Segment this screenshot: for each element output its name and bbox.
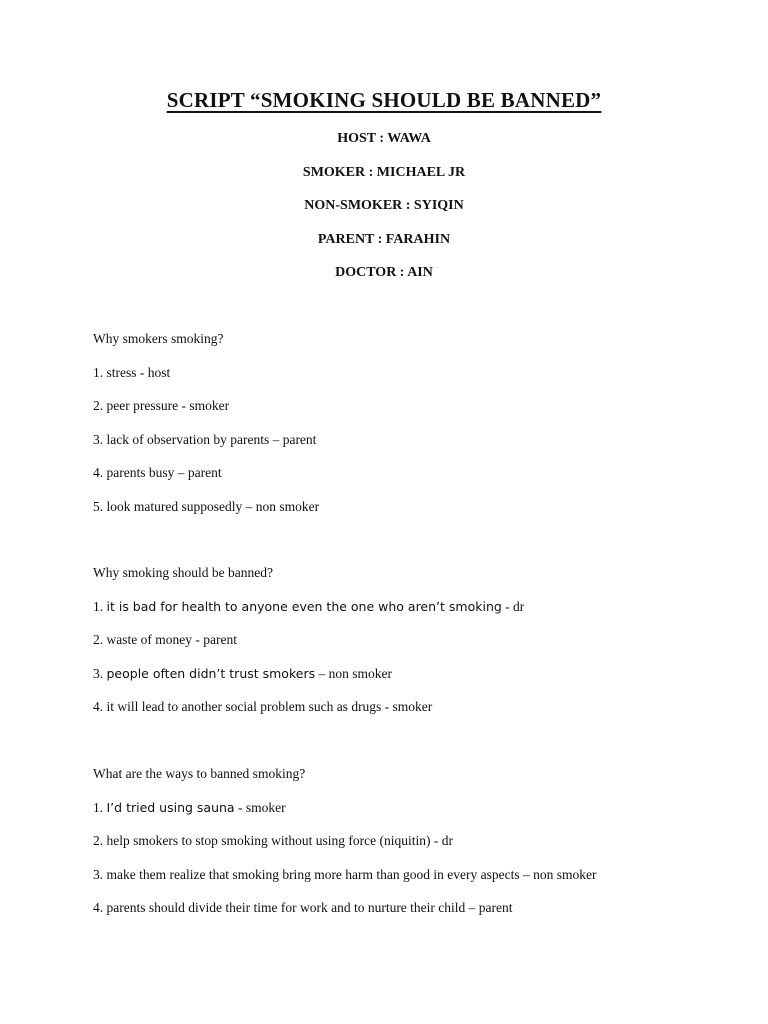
cast-smoker: SMOKER : MICHAEL JR	[302, 164, 466, 180]
cast-list	[0, 129, 768, 297]
item-text: – non smoker	[315, 665, 392, 681]
item-number: 1.	[93, 598, 107, 614]
list-item	[93, 363, 733, 397]
list-item	[93, 430, 733, 464]
item-text: - smoker	[234, 799, 286, 815]
item-number: 1.	[93, 799, 107, 815]
item-text: stress - host	[106, 364, 171, 380]
document-title-text: SCRIPT “SMOKING SHOULD BE BANNED”	[166, 88, 602, 112]
item-number: 4.	[93, 900, 107, 915]
item-number: 1.	[93, 364, 107, 380]
document-title	[0, 88, 768, 113]
section-question: What are the ways to banned smoking?	[93, 766, 306, 781]
cast-doctor: DOCTOR : AIN	[335, 265, 433, 280]
list-item	[93, 664, 733, 698]
list-item	[93, 798, 733, 832]
item-number: 3.	[93, 866, 107, 882]
list-item	[93, 831, 733, 865]
list-item	[93, 463, 733, 497]
list-item	[93, 697, 733, 731]
item-number: 4.	[93, 465, 107, 480]
item-number: 5.	[93, 498, 107, 514]
item-number: 2.	[93, 833, 107, 848]
item-text-sans: it is bad for health to anyone even the one who aren’t smoking	[106, 598, 502, 614]
cast-non-smoker: NON-SMOKER : SYIQIN	[304, 198, 464, 213]
list-item	[93, 396, 733, 430]
list-item	[93, 630, 733, 664]
section-question: Why smoking should be banned?	[93, 565, 273, 580]
item-text: make them realize that smoking bring more harm than good in every aspects – non smoker	[106, 866, 597, 882]
list-item	[93, 865, 733, 899]
section-question: Why smokers smoking?	[93, 331, 224, 346]
list-item	[93, 898, 733, 932]
item-text: look matured supposedly – non smoker	[106, 498, 320, 514]
cast-host: HOST : WAWA	[337, 131, 431, 146]
item-number: 2.	[93, 632, 107, 647]
item-text: help smokers to stop smoking without using force (niquitin) - dr	[106, 833, 453, 848]
list-item	[93, 597, 733, 631]
item-text: it will lead to another social problem such as drugs - smoker	[106, 699, 433, 714]
item-number: 4.	[93, 699, 107, 714]
item-number: 2.	[93, 398, 107, 413]
section-why-smoking-should-be-banned	[93, 563, 733, 731]
list-item	[93, 497, 733, 531]
item-text: lack of observation by parents – parent	[106, 431, 317, 447]
item-text: - dr	[501, 598, 525, 614]
item-text: parents busy – parent	[106, 465, 222, 480]
item-number: 3.	[93, 431, 107, 447]
item-number: 3.	[93, 665, 107, 681]
section-why-smokers-smoking	[93, 329, 733, 530]
item-text-sans: I’d tried using sauna	[106, 799, 235, 815]
item-text-sans: people often didn’t trust smokers	[106, 665, 316, 681]
item-text: waste of money - parent	[106, 632, 237, 647]
cast-parent: PARENT : FARAHIN	[317, 231, 451, 247]
item-text: parents should divide their time for work and to nurture their child – parent	[106, 900, 513, 915]
item-text: peer pressure - smoker	[106, 398, 230, 413]
section-ways-to-ban-smoking	[93, 764, 733, 932]
